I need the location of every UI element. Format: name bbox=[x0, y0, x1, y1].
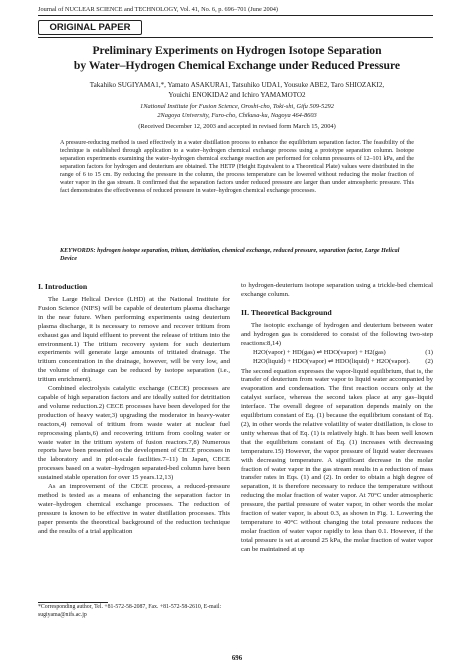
authors-line-1: Takahiko SUGIYAMA1,*, Yamato ASAKURA1, Tatsuhiko UDA1, Yousuke ABE2, Taro SHIOZAKI2, bbox=[89, 81, 385, 89]
introduction-paragraph-2: Combined electrolysis catalytic exchange (CECE) processes are capable of high separation factors and are ideally suited for detritiation and volume reduction.2) CECE processes have been developed for the production of heavy water,3) upgrading the moderator in heavy-water reactors,4) removal of tritium from waste water at nuclear fuel reprocessing plants,6) and recovering tritium from cooling water or waste water in the tritium system of fusion reactors.7,8) Numerous reports have been presented on the development of CECE processes in the laboratory and in pilot-scale facilities.7–11) In Japan, CECE processes based on a water–hydrogen separated-bed column have been sustained stable operation for over 15 years.12,13) bbox=[38, 385, 230, 482]
affiliation-2: 2Nagoya University, Furo-cho, Chikusa-ku, Nagoya 464-8603 bbox=[157, 112, 317, 119]
left-column bbox=[38, 282, 230, 536]
affiliation-1: 1National Institute for Fusion Science, Oroshi-cho, Toki-shi, Gifu 509-5292 bbox=[140, 103, 334, 110]
corresponding-author-footnote: *Corresponding author, Tel. +81-572-58-2087, Fax. +81-572-58-2610, E-mail: sugiyama@nifs.ac.jp bbox=[38, 604, 222, 618]
right-column bbox=[241, 282, 433, 555]
author-list bbox=[45, 80, 429, 100]
equation-2-text: H2O(liquid) + HDO(vapor) ⇌ HDO(liquid) + H2O(vapor). bbox=[253, 358, 411, 366]
received-dates: (Received December 12, 2003 and accepted in revised form March 15, 2004) bbox=[138, 123, 336, 130]
footnote-rule bbox=[38, 602, 108, 603]
section-tag: ORIGINAL PAPER bbox=[38, 20, 142, 35]
introduction-paragraph-3: As an improvement of the CECE process, a reduced-pressure method is tested as a means of enhancing the separation factor in water–hydrogen chemical exchange processes. The reduction of pressure is known to be effective in water distillation processes. This paper presents the theoretical background of the reduction technique and the results of a trial application bbox=[38, 483, 230, 535]
equation-2 bbox=[241, 358, 433, 368]
equation-1-text: H2O(vapor) + HD(gas) ⇌ HDO(vapor) + H2(gas) bbox=[253, 348, 386, 356]
authors-line-2: Youichi ENOKIDA2 and Ichiro YAMAMOTO2 bbox=[168, 91, 306, 99]
theory-heading: II. Theoretical Background bbox=[241, 307, 332, 317]
keywords: KEYWORDS: hydrogen isotope separation, tritium, detritiation, chemical exchange, reduced pressure, separation factor, Large Helical Device bbox=[60, 248, 400, 262]
title-line-1: Preliminary Experiments on Hydrogen Isotope Separation bbox=[92, 44, 382, 57]
theory-paragraph-2: The second equation expresses the vapor-liquid equilibrium, that is, the transfer of deuterium from water vapor to liquid water accompanied by evaporation and condensation. The first reaction occurs only at the catalyst surface, whereas the second takes place at any gas–liquid interface. The overall degree of separation depends mainly on the equilibrium constant of Eq. (1) because the equilibrium constant of Eq. (2), in other words the relative volatility of water distillation, is close to unity whereas that of Eq. (1) is relatively high. It has been well known that the equilibrium constant of Eq. (1) increases with decreasing temperature.15) However, the vapor pressure of liquid water decreases with decreasing temperature. A significant decrease in the molar fraction of water vapor in the gas stream results in a reduction of mass transfer rates in Eqs. (1) and (2). In order to obtain a high degree of separation, it is therefore necessary to reduce the temperature without reducing the molar fraction of water vapor. At 70°C under atmospheric pressure, the partial pressure of water vapor, in other words the molar fraction of water vapor, is about 0.3, as shown in Fig. 1. Lowering the temperature to 40°C without changing the total pressure reduces the molar fraction of water vapor rapidly to less than 0.1. However, if the total pressure is set at around 25 kPa, the molar fraction of water vapor can be maintained at up bbox=[241, 367, 433, 553]
abstract: A pressure-reducing method is used effectively in a water distillation process to enhance the equilibrium separation factor. The feasibility of the technique is established through application to a water–hydrogen chemical exchange process using a prototype separation column. Isotope separation experiments examining the water–hydrogen chemical exchange reaction are performed for column pressures of 12–101 kPa, and the separation factors for hydrogen and deuterium are obtained. The HETP (Height Equivalent to a Theoretical Plate) values were distributed in the range of 6 to 15 cm. By reducing the pressure in the column, the process temperature can be lowered without reducing the molar fraction of water vapor in the gas stream. It confirmed that the separation factors under reduced pressure are larger than under atmospheric pressure. This fact demonstrates the effectiveness of reduced pressure in water–hydrogen chemical exchange processes. bbox=[60, 140, 414, 194]
title-line-2: by Water–Hydrogen Chemical Exchange under Reduced Pressure bbox=[73, 59, 401, 72]
introduction-paragraph-1: The Large Helical Device (LHD) at the National Institute for Fusion Science (NIFS) will be capable of deuterium plasma discharge in the near future. When performing experiments using deuterium plasma discharge, it is necessary to remove and recover tritium from exhaust gas and liquid effluent to prevent the release of tritium into the environment.1) The tritium recovery system for such deuterium experiments will generate large amounts of tritiated drainage. The tritium concentration in the drainage, however, will be very low, and the volume of drainage can be reduced by isotope separation (i.e., tritium enrichment). bbox=[38, 296, 230, 384]
article-title bbox=[50, 43, 424, 73]
introduction-heading: I. Introduction bbox=[38, 282, 88, 291]
equation-1 bbox=[241, 349, 433, 359]
equation-1-number: (1) bbox=[425, 348, 433, 356]
header-rule bbox=[38, 15, 433, 16]
introduction-continuation: to hydrogen-deuterium isotope separation using a trickle-bed chemical exchange column. bbox=[241, 282, 433, 298]
equation-2-number: (2) bbox=[425, 358, 433, 366]
journal-citation: Journal of NUCLEAR SCIENCE and TECHNOLOGY, Vol. 41, No. 6, p. 696–701 (June 2004) bbox=[38, 6, 279, 13]
header-rule-lower bbox=[38, 37, 433, 38]
page-number: 696 bbox=[231, 655, 243, 662]
theory-paragraph-1: The isotopic exchange of hydrogen and deuterium between water and hydrogen gas is considered to consist of the following two-step reactions:8,14) bbox=[241, 321, 433, 347]
